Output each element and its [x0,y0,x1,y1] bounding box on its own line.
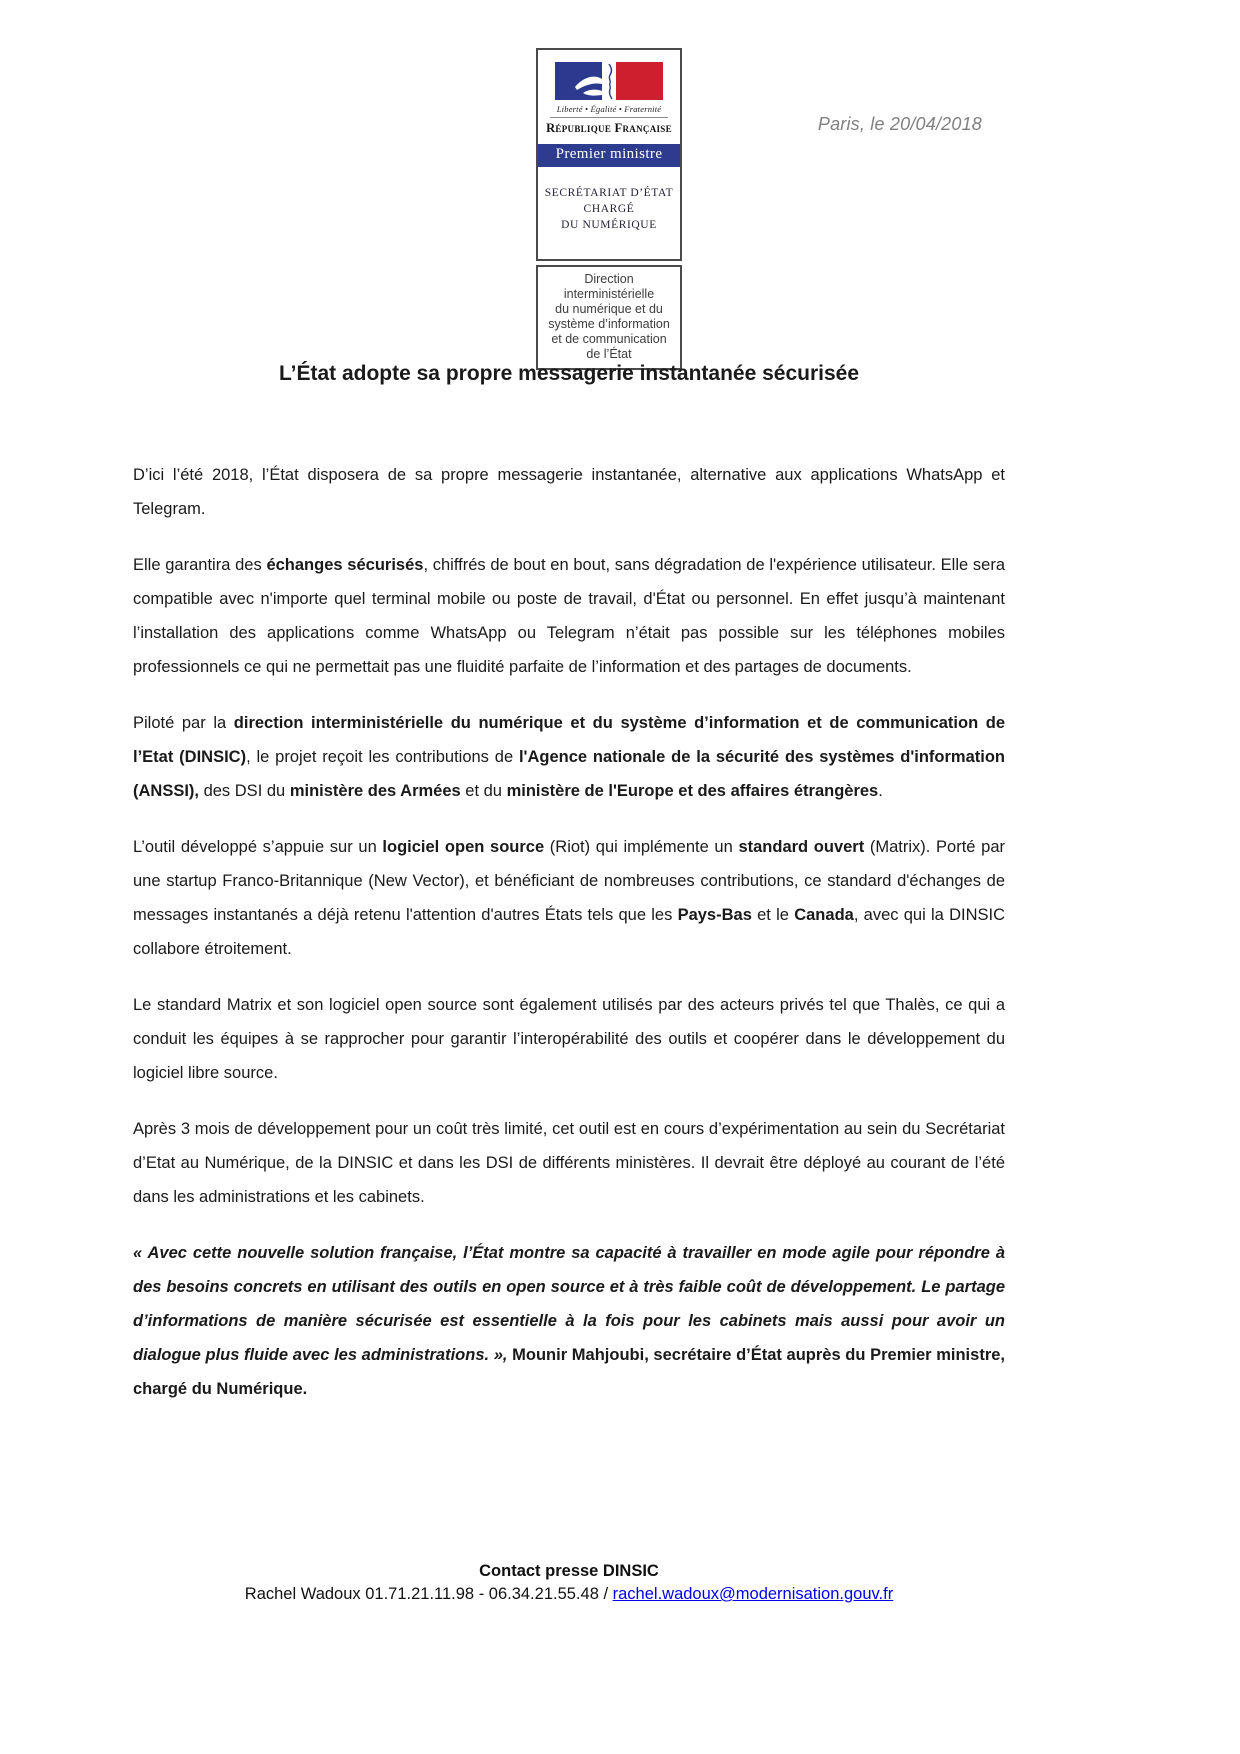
direction-line: interministérielle [563,287,655,301]
date-line: Paris, le 20/04/2018 [817,114,982,134]
paragraph-pilotage: Piloté par la direction interministérielle du numérique et du système d’information et de communication de l’Etat (DINSIC), le projet reçoit les contributions de l'Agence nationale de la sécurité des systèmes d'information (ANSSI), des DSI du ministère des Armées et du ministère de l'Europe et des affaires étrangères. [133,714,1006,800]
contact-heading: Contact presse DINSIC [479,1562,659,1580]
page-title: L’État adopte sa propre messagerie instantanée sécurisée [278,362,860,385]
paragraph-intro: D’ici l’été 2018, l’État disposera de sa propre messagerie instantanée, alternative aux applications WhatsApp et Telegram. [133,466,1005,518]
paragraph-security: Elle garantira des échanges sécurisés, chiffrés de bout en bout, sans dégradation de l'expérience utilisateur. Elle sera compatible avec n'importe quel terminal mobile ou poste de travail, d'État ou personnel. En effet jusqu’à maintenant l’installation des applications comme WhatsApp ou Telegram n’était pas possible sur les téléphones mobiles professionnels ce qui ne permettait pas une fluidité parfaite de l’information et des partages de documents. [133,556,1005,676]
secretariat-label [540,185,678,233]
document-body [133,362,1005,1428]
republique-francaise-label: République Française [546,121,672,135]
government-logo [536,48,682,370]
paragraph-deploiement: Après 3 mois de développement pour un coût très limité, cet outil est en cours d’expérimentation au sein du Secrétariat d’Etat au Numérique, de la DINSIC et dans les DSI de différents ministères. Il devrait être déployé au courant de l’été dans les administrations et les cabinets. [133,1120,1005,1206]
direction-line: Direction [584,272,634,286]
direction-line: de l’État [586,347,632,361]
email-link[interactable]: rachel.wadoux@modernisation.gouv.fr [612,1585,894,1603]
contact-line [133,1585,1005,1604]
direction-line: et de communication [551,332,667,346]
motto-text: Liberté • Égalité • Fraternité [556,104,662,114]
paragraph-quote: « Avec cette nouvelle solution française, l’État montre sa capacité à travailler en mode agile pour répondre à des besoins concrets en utilisant des outils en open source et à très faible coût de développement. Le partage d’informations de manière sécurisée est essentielle à la fois pour les cabinets mais aussi pour avoir un dialogue plus fluide avec les administrations. », Mounir Mahjoubi, secrétaire d’État auprès du Premier ministre, chargé du Numérique. [133,1244,1005,1398]
direction-box [536,265,682,370]
logo-upper-box [536,48,682,261]
direction-line: du numérique et du [555,302,663,316]
premier-ministre-band: Premier ministre [538,144,680,167]
paragraph-matrix: Le standard Matrix et son logiciel open source sont également utilisés par des acteurs privés tel que Thalès, ce qui a conduit les équipes à se rapprocher pour garantir l’interopérabilité des outils et coopérer dans le développement du logiciel libre source. [133,996,1005,1082]
secretariat-line: CHARGÉ [583,203,635,215]
contact-phone-text: Rachel Wadoux 01.71.21.11.98 - 06.34.21.55.48 / [244,1585,613,1603]
marianne-flag-icon [555,62,663,100]
motto-divider [550,117,668,118]
contact-section [133,1562,1005,1604]
secretariat-line: DU NUMÉRIQUE [561,219,657,231]
secretariat-line: SECRÉTARIAT D’ÉTAT [544,187,674,199]
paragraph-open-source: L’outil développé s’appuie sur un logiciel open source (Riot) qui implémente un standard ouvert (Matrix). Porté par une startup Franco-Britannique (New Vector), et bénéficiant de nombreuses contributions, ce standard d'échanges de messages instantanés a déjà retenu l'attention d'autres États tels que les Pays-Bas et le Canada, avec qui la DINSIC collabore étroitement. [133,838,1005,958]
direction-line: système d’information [548,317,670,331]
